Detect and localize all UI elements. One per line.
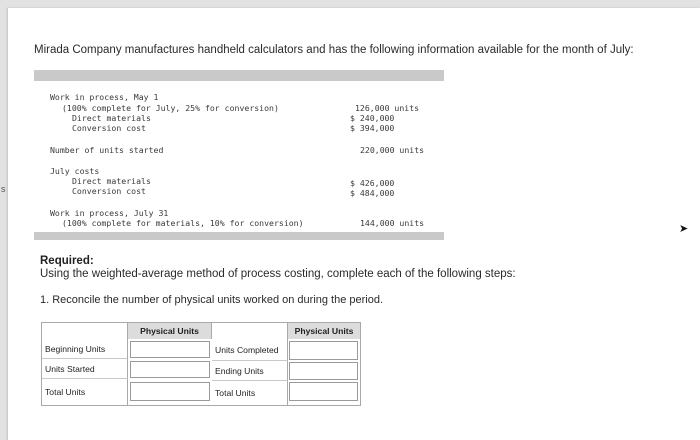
row-label-total-units-right: Total Units <box>212 381 288 405</box>
wip-may-dm-label: Direct materials <box>72 113 151 123</box>
row-label-total-units-left: Total Units <box>42 379 128 405</box>
wip-july-label: Work in process, July 31 <box>50 208 169 218</box>
july-dm-label: Direct materials <box>72 176 151 186</box>
bottom-divider-bar <box>34 232 444 240</box>
header-physical-units-right: Physical Units <box>288 323 360 339</box>
worksheet-page <box>8 8 700 440</box>
wip-july-units: 144,000 units <box>360 218 425 228</box>
mouse-cursor-icon: ➤ <box>679 223 689 235</box>
july-cc-value: $ 484,000 <box>350 188 395 198</box>
total-units-left-input[interactable] <box>130 382 210 401</box>
wip-july-desc: (100% complete for materials, 10% for conversion) <box>62 218 304 228</box>
units-completed-input[interactable] <box>289 341 358 360</box>
july-cc-label: Conversion cost <box>72 186 146 196</box>
wip-may-cc-value: $ 394,000 <box>350 123 395 133</box>
wip-may-dm-value: $ 240,000 <box>350 113 395 123</box>
row-label-ending-units: Ending Units <box>212 361 288 381</box>
wip-may-units: 126,000 units <box>355 103 420 113</box>
row-label-beginning-units: Beginning Units <box>42 339 128 359</box>
top-divider-bar <box>34 70 444 81</box>
wip-may-label: Work in process, May 1 <box>50 92 159 102</box>
header-blank-right <box>212 323 288 339</box>
beginning-units-input[interactable] <box>130 341 210 358</box>
problem-data-box <box>34 70 444 240</box>
page-edge-mark: s <box>1 184 6 194</box>
header-blank-left <box>42 323 128 339</box>
step-1-text: 1. Reconcile the number of physical units worked on during the period. <box>40 294 384 306</box>
intro-text: Mirada Company manufactures handheld calculators and has the following information available for the month of July: <box>34 44 634 56</box>
row-label-units-completed: Units Completed <box>212 339 288 361</box>
wip-may-desc: (100% complete for July, 25% for conversion) <box>62 103 279 113</box>
units-started-value: 220,000 units <box>360 145 425 155</box>
wip-may-cc-label: Conversion cost <box>72 123 146 133</box>
july-dm-value: $ 426,000 <box>350 178 395 188</box>
physical-units-table <box>41 322 361 406</box>
total-units-right-input[interactable] <box>289 382 358 401</box>
units-started-label: Number of units started <box>50 145 164 155</box>
required-title: Required: <box>40 255 94 267</box>
header-physical-units-left: Physical Units <box>128 323 212 339</box>
row-label-units-started: Units Started <box>42 359 128 379</box>
ending-units-input[interactable] <box>289 362 358 380</box>
required-text: Using the weighted-average method of process costing, complete each of the following steps: <box>40 268 516 280</box>
units-started-input[interactable] <box>130 361 210 378</box>
july-costs-label: July costs <box>50 166 100 176</box>
